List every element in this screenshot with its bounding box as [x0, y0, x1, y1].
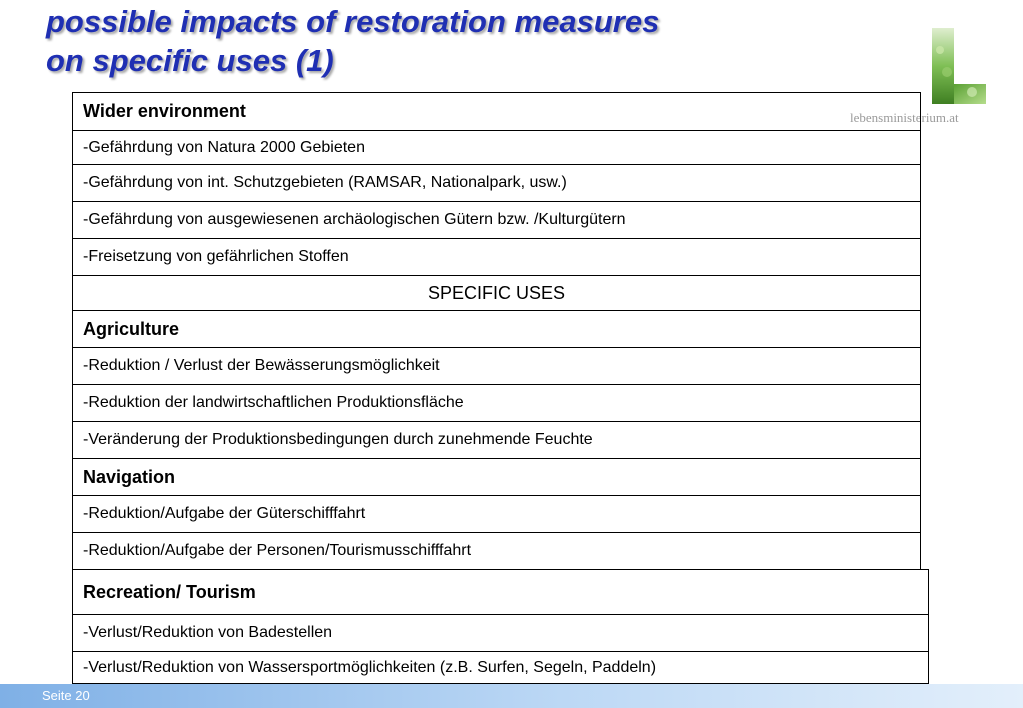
page-title — [46, 2, 659, 80]
page-title-line-2: on specific uses (1) — [46, 43, 334, 78]
table-row: -Reduktion/Aufgabe der Güterschifffahrt — [73, 496, 921, 533]
table-row: -Gefährdung von Natura 2000 Gebieten — [73, 131, 921, 165]
page-title-line-1: possible impacts of restoration measures — [46, 4, 660, 39]
table-row: -Verlust/Reduktion von Badestellen — [73, 615, 929, 652]
section-header-agriculture: Agriculture — [73, 311, 921, 348]
impacts-table — [72, 92, 921, 570]
section-header-wider-environment: Wider environment — [73, 93, 921, 131]
section-header-navigation: Navigation — [73, 459, 921, 496]
table-row: -Reduktion/Aufgabe der Personen/Tourismusschifffahrt — [73, 533, 921, 570]
table-row: -Gefährdung von int. Schutzgebieten (RAMSAR, Nationalpark, usw.) — [73, 165, 921, 202]
table-row: -Verlust/Reduktion von Wassersportmöglichkeiten (z.B. Surfen, Segeln, Paddeln) — [73, 652, 929, 684]
page-number: Seite 20 — [42, 688, 90, 703]
specific-uses-label: SPECIFIC USES — [73, 276, 921, 311]
logo-url-text: lebensministerium.at — [850, 110, 959, 125]
footer-bar — [0, 684, 1023, 708]
recreation-tourism-table — [72, 569, 929, 684]
table-row: -Reduktion / Verlust der Bewässerungsmöglichkeit — [73, 348, 921, 385]
lebensministerium-logo-icon — [932, 28, 988, 104]
section-header-recreation-tourism: Recreation/ Tourism — [73, 570, 929, 615]
table-row: -Reduktion der landwirtschaftlichen Produktionsfläche — [73, 385, 921, 422]
table-row: -Gefährdung von ausgewiesenen archäologischen Gütern bzw. /Kulturgütern — [73, 202, 921, 239]
table-row: -Veränderung der Produktionsbedingungen durch zunehmende Feuchte — [73, 422, 921, 459]
table-row: -Freisetzung von gefährlichen Stoffen — [73, 239, 921, 276]
